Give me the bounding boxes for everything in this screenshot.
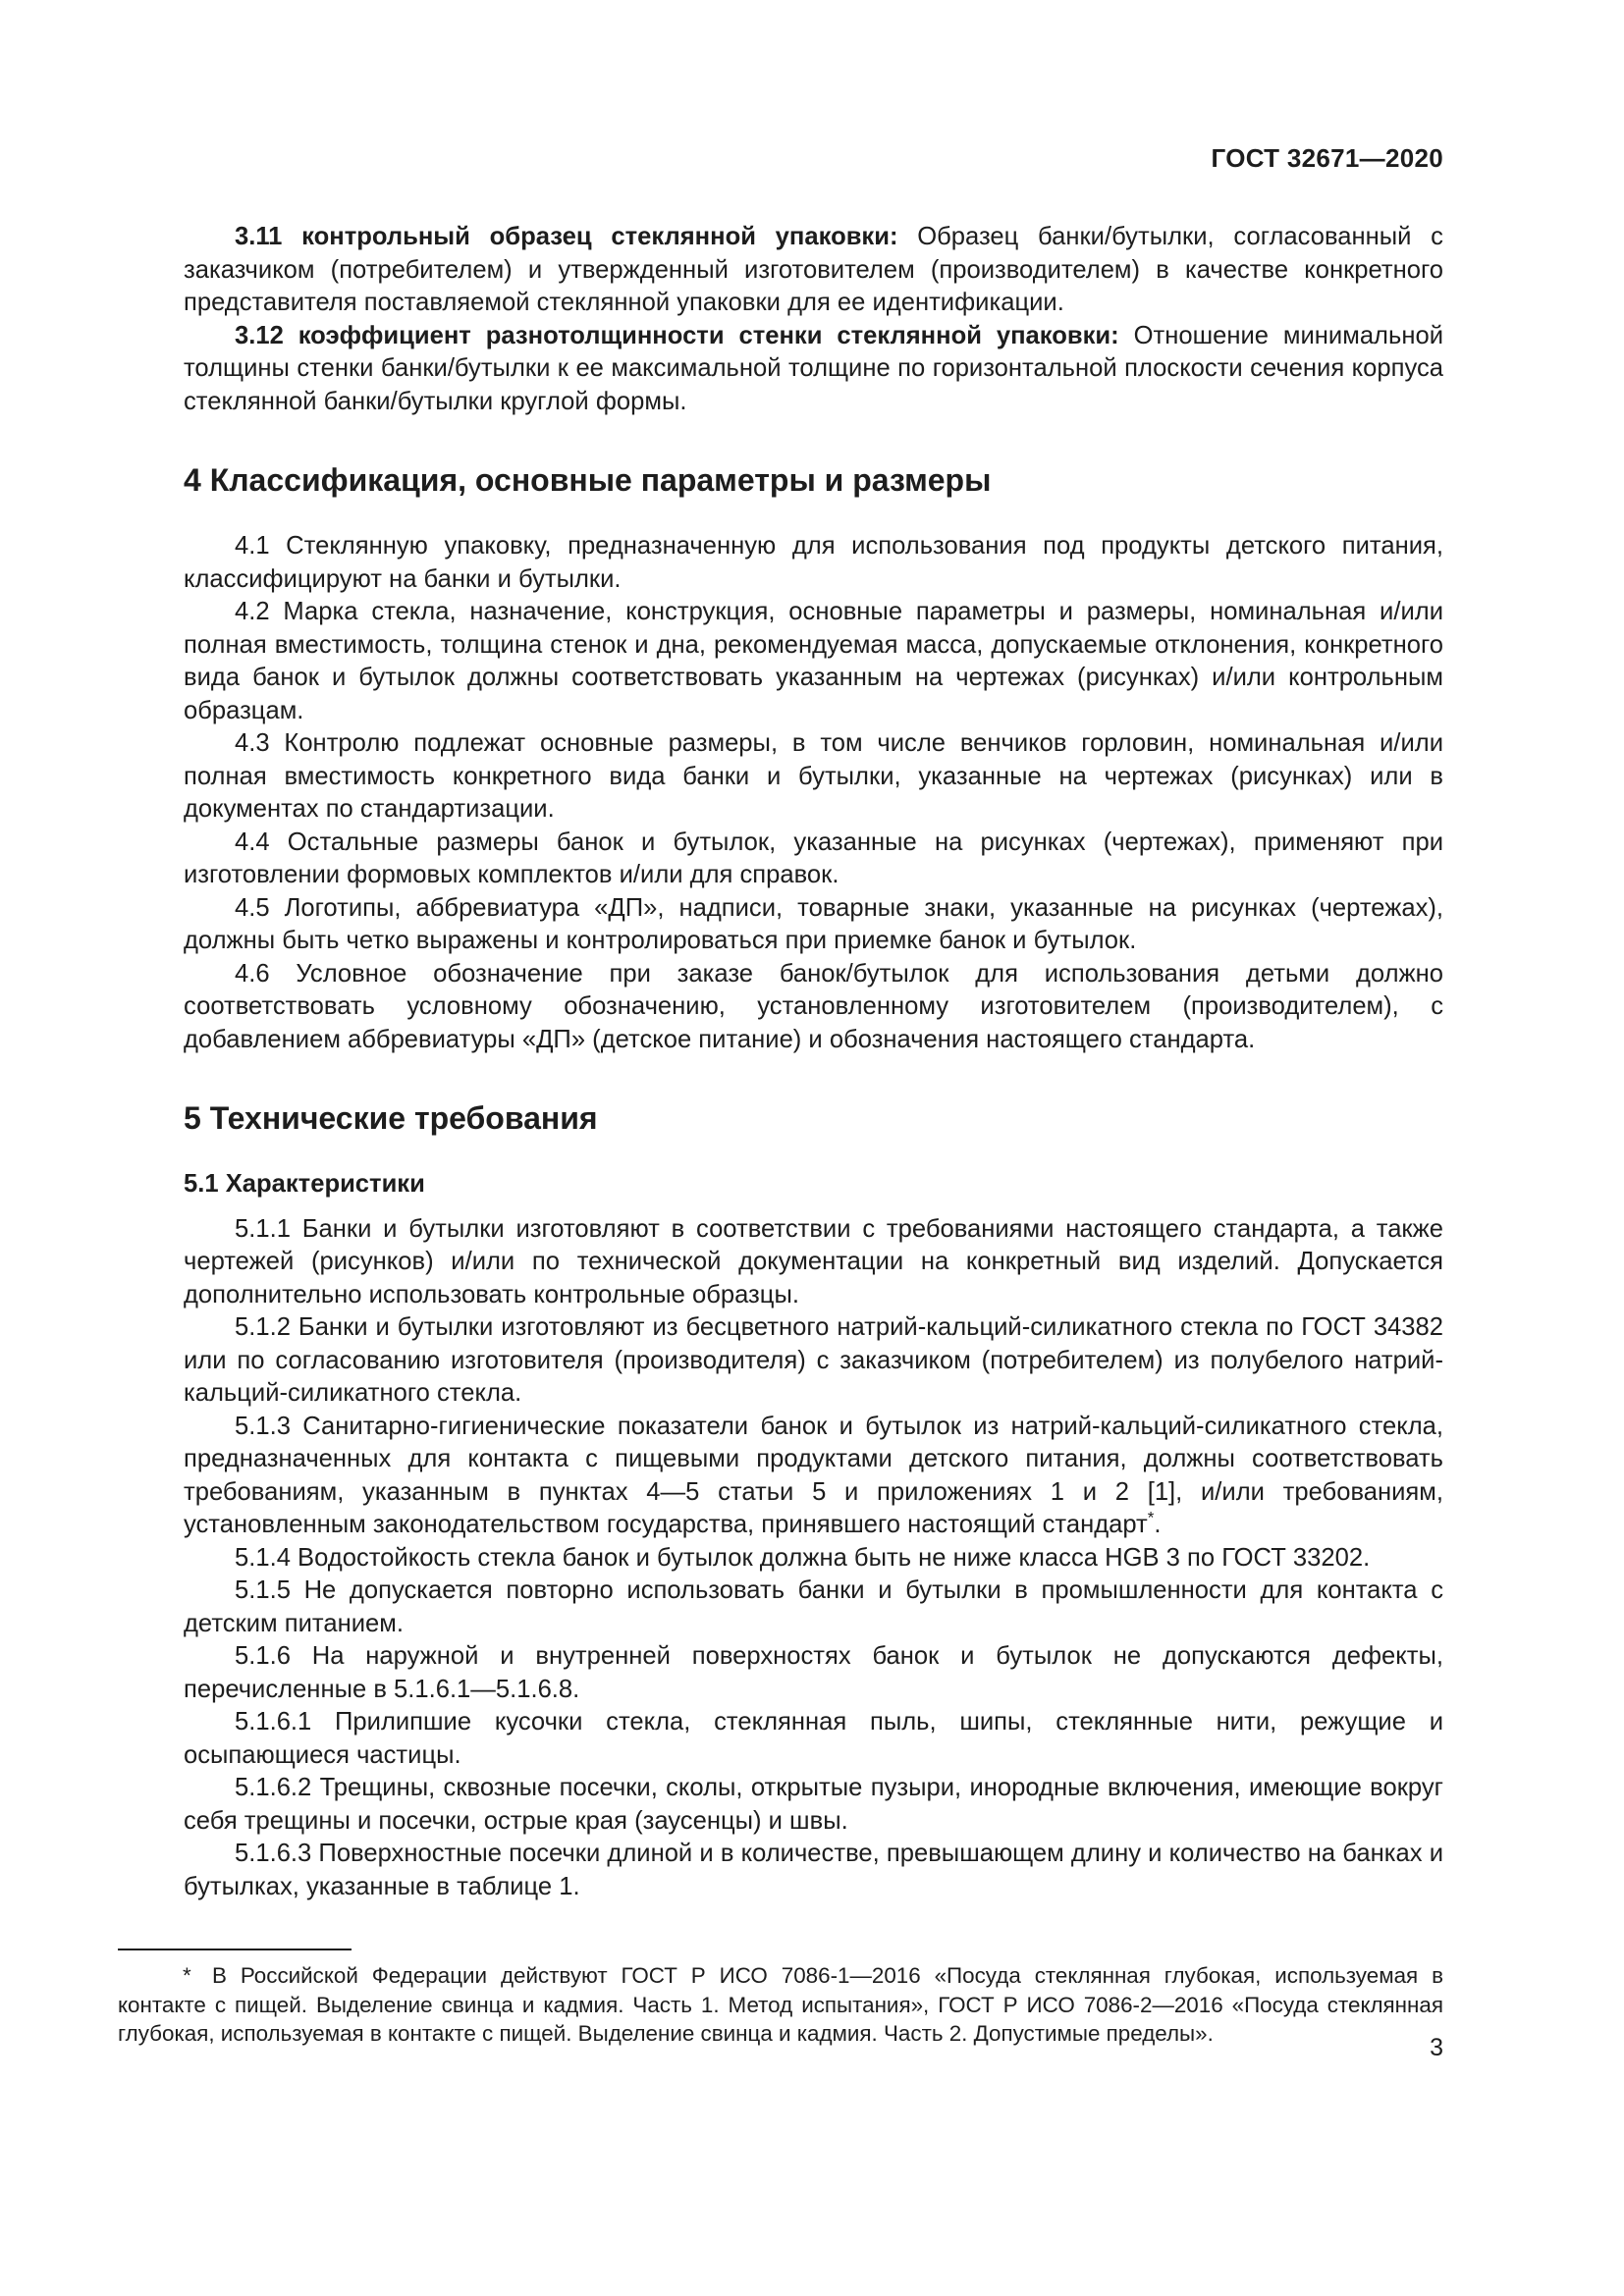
section-4-heading: 4 Классификация, основные параметры и размеры (184, 462, 992, 498)
clause-5-1-6-2: 5.1.6.2 Трещины, сквозные посечки, сколы, открытые пузыри, инородные включения, имеющие вокруг себя трещины и посечки, острые края (заусенцы) и швы. (184, 1774, 1443, 1835)
clause-5-1-5: 5.1.5 Не допускается повторно использовать банки и бутылки в промышленности для контакта с детским питанием. (184, 1576, 1443, 1637)
subsection-5-1-heading: 5.1 Характеристики (184, 1170, 425, 1198)
clause-5-1-6-3: 5.1.6.3 Поверхностные посечки длиной и в количестве, превышающем длину и количество на банках и бутылках, указанные в таблице 1. (184, 1840, 1443, 1900)
section-5-heading: 5 Технические требования (184, 1100, 598, 1136)
clause-4-1: 4.1 Стеклянную упаковку, предназначенную для использования под продукты детского питания, классифицируют на банки и бутылки. (184, 532, 1443, 593)
clause-5-1-4: 5.1.4 Водостойкость стекла банок и бутылок должна быть не ниже класса HGB 3 по ГОСТ 33202. (235, 1543, 1371, 1572)
clause-4-3: 4.3 Контролю подлежат основные размеры, в том числе венчиков горловин, номинальная и/или полная вместимость конкретного вида банки и бутылки, указанные на чертежах (рисунках) или в документах по стандартизации. (184, 729, 1443, 823)
definition-3-12 (184, 320, 1443, 419)
document-body (184, 221, 1443, 1903)
clause-5-1-3-end: . (1154, 1511, 1162, 1538)
page-number: 3 (1430, 2034, 1443, 2061)
definition-3-11 (184, 221, 1443, 320)
clause-5-1-3 (184, 1411, 1443, 1542)
clause-5-1-6: 5.1.6 На наружной и внутренней поверхностях банок и бутылок не допускаются дефекты, перечисленные в 5.1.6.1—5.1.6.8. (184, 1642, 1443, 1703)
footnote-mark: * (183, 1963, 191, 1988)
definition-3-11-text: Образец банки/бутылки, согласованный с заказчиком (потребителем) и утвержденный изготовителем (производителем) в качестве конкретного представителя поставляемой стеклянной упаковки для ее идентификации. (184, 223, 1443, 316)
clause-4-2: 4.2 Марка стекла, назначение, конструкция, основные параметры и размеры, номинальная и/или полная вместимость, толщина стенок и дна, рекомендуемая масса, допускаемые отклонения, конкретного вида банок и бутылок должны соответствовать указанным на чертежах (рисунках) и/или контрольным образцам. (184, 598, 1443, 724)
clause-5-1-6-1: 5.1.6.1 Прилипшие кусочки стекла, стеклянная пыль, шипы, стеклянные нити, режущие и осыпающиеся частицы. (184, 1708, 1443, 1769)
term-3-12: 3.12 коэффициент разнотолщинности стенки стеклянной упаковки: (235, 321, 1119, 349)
footnote-separator (118, 1949, 352, 1950)
definition-3-12-text: Отношение минимальной толщины стенки банки/бутылки к ее максимальной толщине по горизонтальной плоскости сечения корпуса стеклянной банки/бутылки круглой формы. (184, 321, 1443, 415)
footnote-reference-mark[interactable]: * (1147, 1508, 1155, 1527)
clause-5-1-2: 5.1.2 Банки и бутылки изготовляют из бесцветного натрий-кальций-силикатного стекла по ГОСТ 34382 или по согласованию изготовителя (производителя) с заказчиком (потребителем) из полубелого натрий-кальций-силикатного стекла. (184, 1313, 1443, 1407)
term-3-11: 3.11 контрольный образец стеклянной упаковки: (235, 223, 898, 250)
document-code-header: ГОСТ 32671—2020 (1211, 143, 1443, 173)
clause-4-5: 4.5 Логотипы, аббревиатура «ДП», надписи, товарные знаки, указанные на рисунках (чертежах), должны быть четко выражены и контролироваться при приемке банок и бутылок. (184, 893, 1443, 954)
clause-5-1-1: 5.1.1 Банки и бутылки изготовляют в соответствии с требованиями настоящего стандарта, а также чертежей (рисунков) и/или по технической документации на конкретный вид изделий. Допускается дополнительно использовать контрольные образцы. (184, 1214, 1443, 1308)
clause-4-6: 4.6 Условное обозначение при заказе банок/бутылок для использования детьми должно соответствовать условному обозначению, установленному изготовителем (производителем), с добавлением аббревиатуры «ДП» (детское питание) и обозначения настоящего стандарта. (184, 959, 1443, 1053)
footnote-text: В Российской Федерации действуют ГОСТ Р ИСО 7086-1—2016 «Посуда стеклянная глубокая, используемая в контакте с пищей. Выделение свинца и кадмия. Часть 1. Метод испытания», ГОСТ Р ИСО 7086-2—2016 «Посуда стеклянная глубокая, используемая в контакте с пищей. Выделение свинца и кадмия. Часть 2. Допустимые пределы». (118, 1963, 1443, 2046)
clause-5-1-3-text: 5.1.3 Санитарно-гигиенические показатели банок и бутылок из натрий-кальций-силикатного стекла, предназначенных для контакта с пищевыми продуктами детского питания, должны соответствовать требованиям, указанным в пунктах 4—5 статьи 5 и приложениях 1 и 2 [1], и/или требованиям, установленным законодательством государства, принявшего настоящий стандарт (184, 1412, 1443, 1538)
clause-4-4: 4.4 Остальные размеры банок и бутылок, указанные на рисунках (чертежах), применяют при изготовлении формовых комплектов и/или для справок. (184, 828, 1443, 888)
footnote (118, 1961, 1443, 2049)
